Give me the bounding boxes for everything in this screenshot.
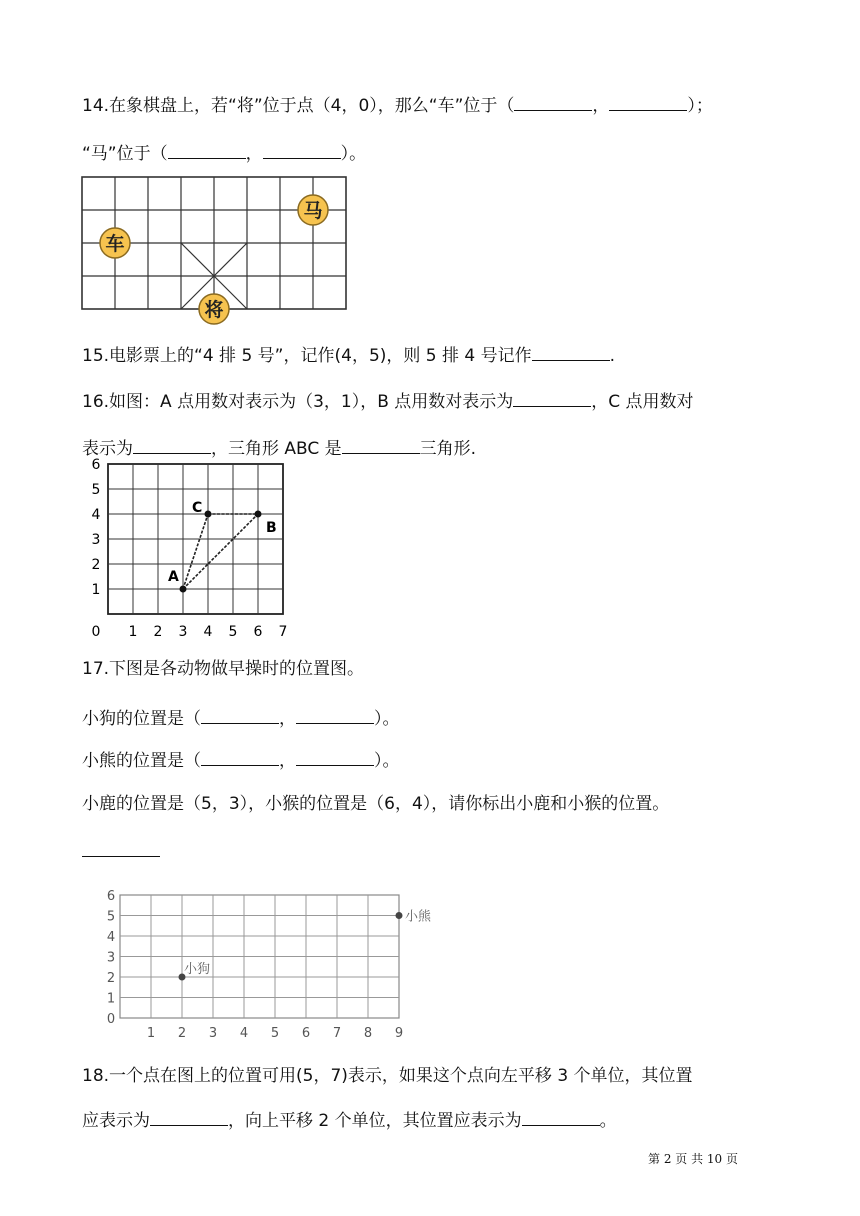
q14-blank-4[interactable] [263, 140, 341, 159]
x-tick-label: 5 [228, 624, 238, 640]
y-tick-label: 0 [106, 1012, 116, 1027]
q15-blank[interactable] [532, 342, 610, 361]
q18-line2: 应表示为 ，向上平移 2 个单位，其位置应表示为 。 [82, 1107, 617, 1133]
y-tick-label: 1 [91, 582, 101, 598]
q17-answer-line [82, 838, 160, 864]
x-tick-label: 7 [332, 1026, 342, 1041]
y-tick-label: 6 [106, 889, 116, 904]
q17-answer-blank[interactable] [82, 838, 160, 857]
chess-piece-label: 车 [105, 233, 125, 255]
x-tick-label: 3 [208, 1026, 218, 1041]
x-tick-label: 9 [394, 1026, 404, 1041]
q14-line1: 14.在象棋盘上，若“将”位于点（4，0），那么“车”位于（ ， ）； [82, 92, 713, 118]
x-tick-label: 1 [128, 624, 138, 640]
x-tick-label: 2 [177, 1026, 187, 1041]
chess-piece-label: 马 [303, 200, 323, 222]
chess-piece [298, 195, 328, 225]
y-tick-label: 2 [106, 971, 116, 986]
q14-blank-1[interactable] [514, 92, 592, 111]
point-label: B [266, 520, 277, 536]
x-tick-label: 4 [203, 624, 213, 640]
q16-line1: 16.如图：A 点用数对表示为（3，1），B 点用数对表示为 ，C 点用数对 [82, 388, 694, 414]
point-marker [205, 511, 212, 518]
q14-blank-3[interactable] [168, 140, 246, 159]
x-tick-label: 1 [146, 1026, 156, 1041]
q16-blank-3[interactable] [342, 435, 420, 454]
q16-line2: 表示为 ，三角形 ABC 是 三角形. [82, 435, 476, 461]
y-tick-label: 4 [106, 930, 116, 945]
y-tick-label: 5 [106, 909, 116, 925]
chess-piece [199, 294, 229, 324]
triangle-side [183, 514, 208, 589]
x-tick-label: 8 [363, 1026, 373, 1041]
q15-line: 15.电影票上的“4 排 5 号”，记作(4，5)，则 5 排 4 号记作 . [82, 342, 615, 368]
q17-bear-line: 小熊的位置是（ ， ）。 [82, 747, 400, 773]
y-tick-label: 6 [91, 457, 101, 473]
chessboard-figure [80, 175, 352, 330]
q17-dog-line: 小狗的位置是（ ， ）。 [82, 705, 400, 731]
animal-marker [396, 912, 403, 919]
point-marker [255, 511, 262, 518]
y-tick-label: 5 [91, 482, 101, 498]
q17-line1: 17.下图是各动物做早操时的位置图。 [82, 659, 365, 679]
x-tick-label: 2 [153, 624, 163, 640]
y-tick-label: 1 [106, 991, 116, 1007]
q17-bear-blank-1[interactable] [201, 747, 279, 766]
animal-label: 小熊 [405, 909, 432, 925]
x-tick-label: 6 [301, 1026, 311, 1041]
q17-dog-blank-1[interactable] [201, 705, 279, 724]
triangle-grid-figure [84, 457, 299, 640]
x-tick-label: 7 [278, 624, 288, 640]
animal-position-figure [100, 880, 445, 1040]
y-tick-label: 3 [106, 950, 116, 966]
point-marker [180, 586, 187, 593]
triangle-side [183, 514, 258, 589]
x-tick-label: 0 [91, 624, 101, 640]
chess-piece [100, 228, 130, 258]
q14-blank-2[interactable] [609, 92, 687, 111]
x-tick-label: 5 [270, 1026, 280, 1041]
chess-piece-label: 将 [204, 299, 224, 321]
q17-bear-blank-2[interactable] [296, 747, 374, 766]
point-label: C [192, 500, 203, 516]
q17-dog-blank-2[interactable] [296, 705, 374, 724]
q16-blank-1[interactable] [513, 388, 591, 407]
x-tick-label: 4 [239, 1026, 249, 1041]
page-footer: 第 2 页 共 10 页 [648, 1152, 738, 1166]
x-tick-label: 3 [178, 624, 188, 640]
q17-line4: 小鹿的位置是（5，3），小猴的位置是（6，4），请你标出小鹿和小猴的位置。 [82, 794, 670, 814]
q18-blank-2[interactable] [522, 1107, 600, 1126]
x-tick-label: 6 [253, 624, 263, 640]
y-tick-label: 2 [91, 557, 101, 573]
y-tick-label: 4 [91, 507, 101, 523]
q16-blank-2[interactable] [133, 435, 211, 454]
q14-line2: “马”位于（ ， ）。 [82, 140, 366, 166]
q18-line1: 18.一个点在图上的位置可用(5，7)表示，如果这个点向左平移 3 个单位，其位置 [82, 1066, 693, 1086]
q18-blank-1[interactable] [150, 1107, 228, 1126]
point-label: A [168, 569, 179, 585]
y-tick-label: 3 [91, 532, 101, 548]
animal-label: 小狗 [184, 962, 211, 977]
